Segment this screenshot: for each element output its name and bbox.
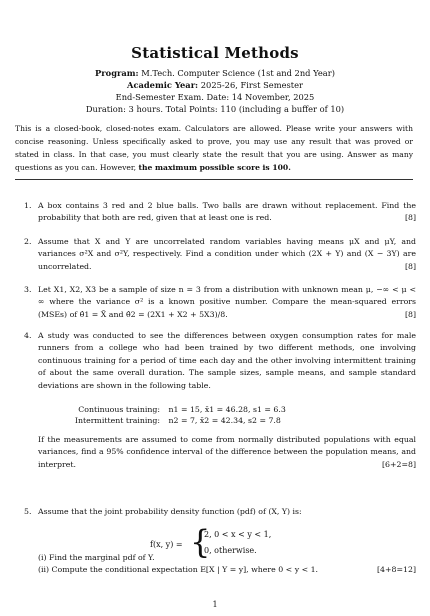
exam-title: Statistical Methods — [131, 44, 299, 62]
question-number: 3. — [24, 285, 32, 294]
program-label: Program: — [95, 68, 139, 78]
question-marks: [6+2=8] — [381, 459, 416, 469]
exam-date-line: End-Semester Exam. Date: 14 November, 2025 — [115, 92, 315, 102]
question-number: 5. — [24, 507, 32, 516]
sample-statistics-table — [72, 404, 286, 426]
question-number: 2. — [24, 237, 32, 246]
question-4-continued — [24, 434, 416, 471]
question-text: Assume that the joint probability density function (pdf) of (X, Y) is: — [38, 507, 302, 516]
academic-year-line — [0, 80, 430, 90]
question-marks: [8] — [404, 309, 416, 319]
academic-year-value: 2025-26, First Semester — [200, 80, 303, 90]
subpart-text: (i) Find the marginal pdf of Y. — [38, 553, 155, 562]
question-text: Let X1, X2, X3 be a sample of size n = 3 from a distribution with unknown mean μ, −∞ < μ < ∞ where the variance σ² is a known positive number. Compare the mean-squared errors (MSEs) of θ̂1 = X̄ and θ̂2 = (2X1 + X2 + 5X3)/8. — [38, 285, 416, 319]
pdf-case-1: 2, 0 < x < y < 1, — [204, 530, 272, 539]
question-number: 4. — [24, 331, 32, 340]
duration-line: Duration: 3 hours. Total Points: 110 (including a buffer of 10) — [85, 104, 345, 114]
subpart-ii — [38, 564, 416, 576]
question-text: Assume that X and Y are uncorrelated random variables having means μX and μY, and variances σ²X and σ²Y, respectively. Find a condition under which (2X + Y) and (X − 3Y) are uncorrelated. — [38, 237, 416, 271]
question-text: If the measurements are assumed to come from normally distributed populations with equal variances, find a 95% confidence interval of the difference between the population means, and interpret. — [38, 435, 416, 469]
table-row — [72, 404, 286, 415]
row-stats: n1 = 15, x̄1 = 46.28, s1 = 6.3 — [168, 405, 286, 414]
question-text: A study was conducted to see the differences between oxygen consumption rates for male runners from a college who had been trained by two different methods, one involving continuous training for a period of time each day and the other involving intermittent training of about the same overall duration. The sample sizes, sample means, and sample standard deviations are shown in the following table. — [38, 331, 416, 390]
question-5 — [24, 506, 416, 518]
pdf-lhs: f(x, y) = — [150, 540, 183, 549]
subpart-text: (ii) Compute the conditional expectation E[X | Y = y], where 0 < y < 1. — [38, 565, 319, 574]
academic-year-label: Academic Year: — [127, 80, 199, 90]
row-stats: n2 = 7, x̄2 = 42.34, s2 = 7.8 — [168, 416, 281, 425]
subpart-marks: [4+8=12] — [377, 565, 416, 574]
divider — [15, 179, 413, 180]
instructions-text: This is a closed-book, closed-notes exam. Calculators are allowed. Please write your answers with concise reasoning. Unless specifically asked to prove, you may use any result that was proved or stated in class. In that case, you must clearly state the result that you are using. Answer as many questions as you can. However, — [15, 124, 413, 172]
pdf-case-2: 0, otherwise. — [204, 546, 257, 555]
question-number: 1. — [24, 201, 32, 210]
table-row — [72, 415, 286, 426]
question-text: A box contains 3 red and 2 blue balls. Two balls are drawn without replacement. Find the probability that both are red, given that at least one is red. — [38, 201, 416, 223]
question-1 — [24, 200, 416, 225]
subpart-i — [38, 552, 416, 564]
program-line — [0, 68, 430, 78]
instructions-max-score: the maximum possible score is 100. — [138, 163, 291, 172]
program-value: M.Tech. Computer Science (1st and 2nd Year) — [141, 68, 335, 78]
instructions — [15, 122, 413, 174]
question-marks: [8] — [404, 261, 416, 271]
question-3 — [24, 284, 416, 321]
page-number: 1 — [212, 600, 218, 609]
row-label: Continuous training: — [78, 405, 160, 414]
question-4 — [24, 330, 416, 392]
row-label: Intermittent training: — [74, 416, 160, 425]
question-2 — [24, 236, 416, 273]
question-marks: [8] — [404, 213, 416, 223]
brace-symbol: { — [190, 523, 211, 561]
